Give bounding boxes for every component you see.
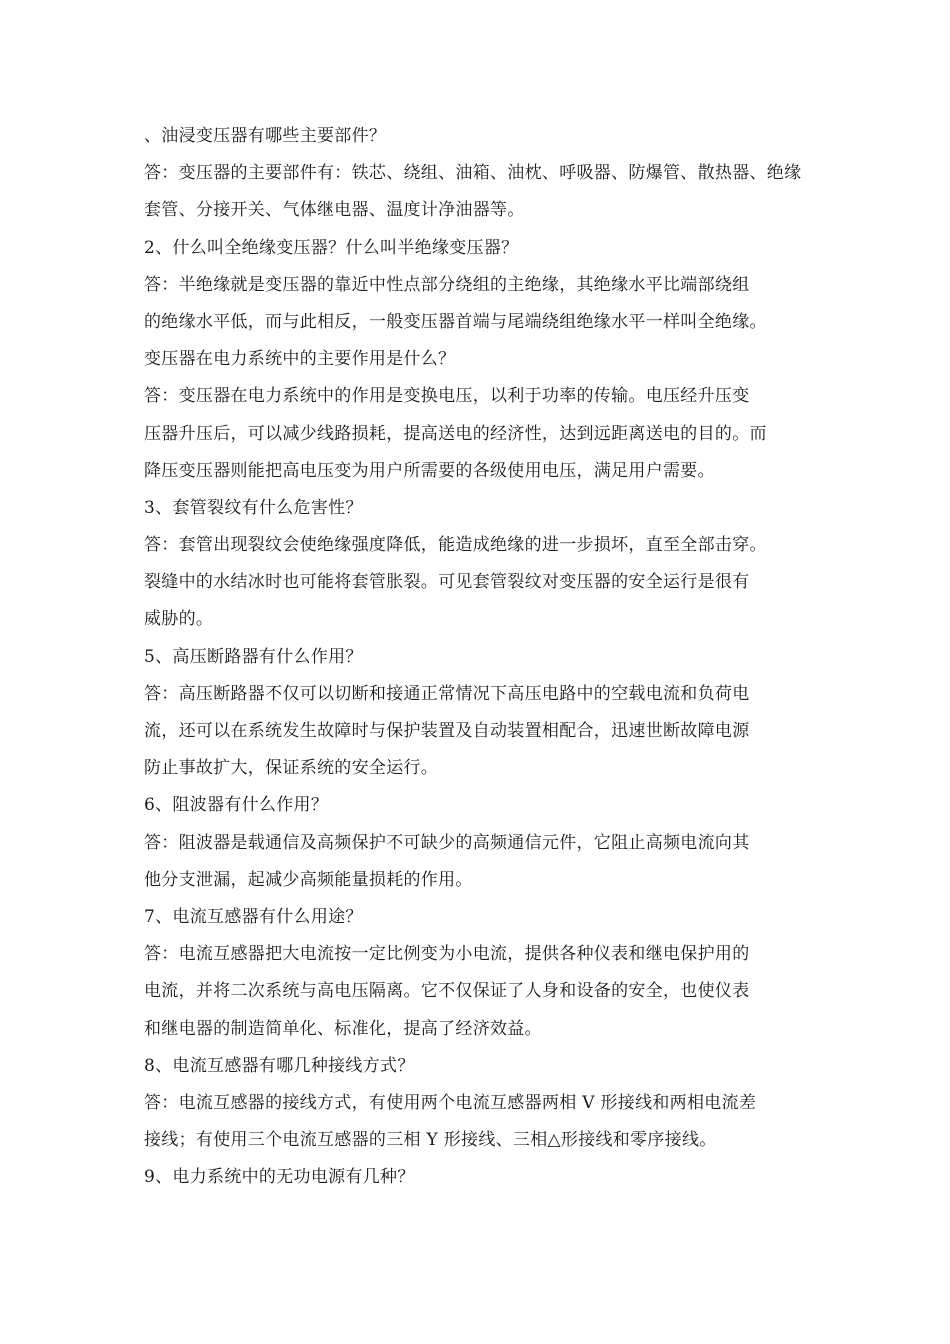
answer-text-line: 套管、分接开关、气体继电器、温度计净油器等。 xyxy=(144,200,525,221)
answer-text-line: 威胁的。 xyxy=(144,609,214,630)
answer-text-line: 电流，并将二次系统与高电压隔离。它不仅保证了人身和设备的安全，也使仪表 xyxy=(144,981,750,1002)
question-reactive-power-sources: 9、电力系统中的无功电源有几种？ xyxy=(144,1167,415,1188)
answer-text-line: 和继电器的制造简单化、标准化，提高了经济效益。 xyxy=(144,1018,542,1039)
question-full-half-insulation: 2、什么叫全绝缘变压器？什么叫半绝缘变压器？ xyxy=(144,237,519,258)
answer-text-line: 答：电流互感器的接线方式，有使用两个电流互感器两相 V 形接线和两相电流差 xyxy=(144,1092,757,1113)
answer-text-line: 答：阻波器是载通信及高频保护不可缺少的高频通信元件，它阻止高频电流向其 xyxy=(144,832,750,853)
question-hv-breaker: 5、高压断路器有什么作用？ xyxy=(144,646,363,667)
question-current-transformer-use: 7、电流互感器有什么用途？ xyxy=(144,906,363,927)
answer-text-line: 答：半绝缘就是变压器的靠近中性点部分绕组的主绝缘，其绝缘水平比端部绕组 xyxy=(144,274,750,295)
question-transformer-role: 变压器在电力系统中的主要作用是什么？ xyxy=(144,349,456,370)
answer-text-line: 答：套管出现裂纹会使绝缘强度降低，能造成绝缘的进一步损坏，直至全部击穿。 xyxy=(144,535,767,556)
answer-text-line: 防止事故扩大，保证系统的安全运行。 xyxy=(144,758,439,779)
answer-text-line: 他分支泄漏，起减少高频能量损耗的作用。 xyxy=(144,869,473,890)
answer-text-line: 答：变压器的主要部件有：铁芯、绕组、油箱、油枕、呼吸器、防爆管、散热器、绝缘 xyxy=(144,163,802,184)
answer-text-line: 降压变压器则能把高电压变为用户所需要的各级使用电压，满足用户需要。 xyxy=(144,460,715,481)
answer-text-line: 答：高压断路器不仅可以切断和接通正常情况下高压电路中的空载电流和负荷电 xyxy=(144,683,750,704)
answer-text-line: 流，还可以在系统发生故障时与保护装置及自动装置相配合，迅速世断故障电源 xyxy=(144,721,750,741)
answer-text-line: 答：变压器在电力系统中的作用是变换电压，以利于功率的传输。电压经升压变 xyxy=(144,386,750,407)
answer-text-line: 压器升压后，可以减少线路损耗，提高送电的经济性，达到远距离送电的目的。而 xyxy=(144,423,767,444)
question-bushing-cracks: 3、套管裂纹有什么危害性？ xyxy=(144,497,363,518)
question-wave-trap: 6、阻波器有什么作用？ xyxy=(144,795,329,816)
question-oil-transformer-parts: 、油浸变压器有哪些主要部件？ xyxy=(144,126,387,146)
answer-text-line: 接线；有使用三个电流互感器的三相 Y 形接线、三相△形接线和零序接线。 xyxy=(144,1130,717,1151)
document-body xyxy=(144,118,810,1196)
answer-text-line: 答：电流互感器把大电流按一定比例变为小电流，提供各种仪表和继电保护用的 xyxy=(144,944,750,965)
question-ct-wiring: 8、电流互感器有哪几种接线方式？ xyxy=(144,1055,415,1076)
answer-text-line: 的绝缘水平低，而与此相反，一般变压器首端与尾端绕组绝缘水平一样叫全绝缘。 xyxy=(144,311,767,332)
answer-text-line: 裂缝中的水结冰时也可能将套管胀裂。可见套管裂纹对变压器的安全运行是很有 xyxy=(144,572,750,593)
